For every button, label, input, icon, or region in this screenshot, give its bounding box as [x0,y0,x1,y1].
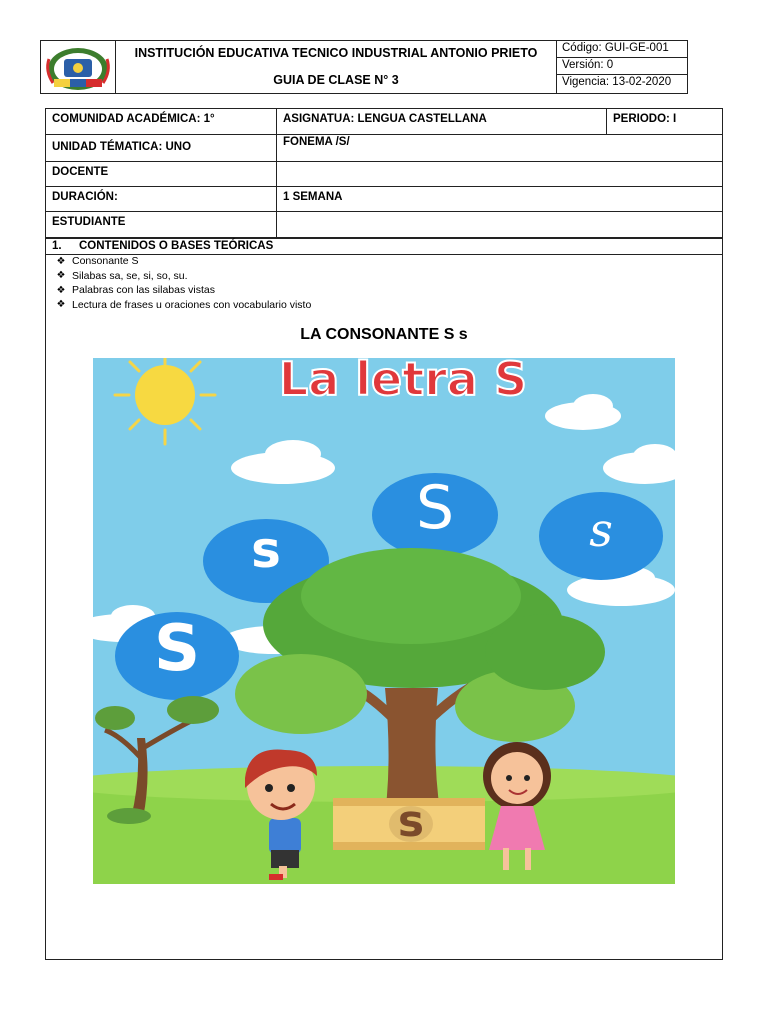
bubble-letter: s [589,503,613,557]
bubble-letter: S [153,612,201,686]
contents-number: 1. [52,240,62,252]
unit-label: UNIDAD TÉMATICA: UNO [52,141,192,153]
duration-value: 1 SEMANA [283,191,343,203]
school-logo-box [40,40,116,94]
list-item: ❖ Palabras con las silabas vistas [50,283,650,298]
duration-label: DURACIÓN: [52,191,118,203]
student-label: ESTUDIANTE [52,216,126,228]
list-item: ❖ Consonante S [50,254,650,269]
document-version: Versión: 0 [557,58,687,75]
bullet-icon: ❖ [56,255,66,267]
subject-label: ASIGNATUA: LENGUA CASTELLANA [283,113,487,125]
sign-letter: s [397,796,425,847]
guide-title: GUIA DE CLASE N° 3 [273,73,399,87]
contents-list [50,254,650,312]
school-logo [41,41,115,93]
contents-title: CONTENIDOS O BASES TEÓRICAS [79,240,274,252]
header-title-box [115,40,557,94]
list-item: ❖ Lectura de frases u oraciones con vocabulario visto [50,298,650,313]
institution-name: INSTITUCIÓN EDUCATIVA TECNICO INDUSTRIAL ANTONIO PRIETO [134,46,538,60]
teacher-field[interactable] [277,162,722,186]
document-code: Código: GUI-GE-001 [557,41,687,58]
header-meta-box [556,40,688,94]
phoneme-label: FONEMA /S/ [283,136,350,148]
period-label: PERIODO: I [613,113,677,125]
contents-heading [46,239,722,255]
section-title: LA CONSONANTE S s [300,326,468,343]
letter-s-illustration [93,358,675,884]
bullet-icon: ❖ [56,284,66,296]
bullet-icon: ❖ [56,270,66,282]
list-item: ❖ Silabas sa, se, si, so, su. [50,269,650,284]
document-validity: Vigencia: 13-02-2020 [562,76,672,88]
bubble-letter: s [251,521,281,579]
info-table [45,108,723,238]
bullet-icon: ❖ [56,299,66,311]
bubble-letter: S [415,473,455,543]
student-field[interactable] [277,212,722,237]
teacher-label: DOCENTE [52,166,109,178]
illustration-title: La letra S [278,358,528,406]
community-label: COMUNIDAD ACADÉMICA: 1° [52,113,215,125]
